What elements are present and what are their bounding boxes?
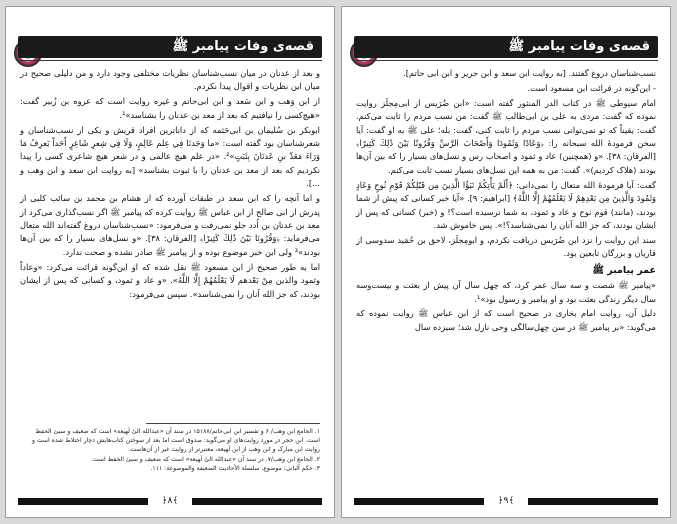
page-number: ﴿۹﴾	[498, 496, 514, 506]
paragraph: نسب‌شناسان دروغ گفتند. [به روایت ابن سعد و ابن جریر و ابن ابی حاتم].	[403, 68, 656, 78]
footnotes	[20, 427, 320, 473]
book-page-right	[341, 6, 671, 518]
footer-bar-left	[18, 498, 148, 505]
footnote-divider	[146, 423, 320, 424]
page-header-banner	[18, 36, 322, 58]
page-body-text	[356, 67, 656, 336]
page-number: ﴿۸﴾	[162, 496, 178, 506]
page-header-banner	[354, 36, 658, 58]
section-heading-text: عمر پیامبر ﷺ	[592, 264, 656, 276]
footer-bar-right	[192, 498, 322, 505]
page-footer	[354, 495, 658, 507]
header-divider	[18, 60, 322, 61]
book-page-left	[5, 6, 335, 518]
paragraph: «پیامبر ﷺ شصت و سه سال عمر کرد، که چهل سال آن پیش از بعثت و بیست‌وسه سال دیگر زندگی بعثت بود و او پیامبر و رسول بود»¹.	[356, 280, 656, 304]
paragraph: - این‌گونه در قرائت ابن مسعود است.	[527, 82, 656, 93]
paragraph: سند این روایت را نزد ابن ضُرَیس دریافت نکردم، و ابومِجلَز، لاحق بن حُمَید سدوسی از قاریان و بزرگان تابعین بود.	[356, 234, 656, 259]
footnote: ۳. حکم آلبانی: موضوع، سلسلة الأحادیث الضعیفة والموضوعة: ۱۱۱.	[150, 464, 320, 472]
footer-bar-left	[354, 498, 484, 505]
page-header-title: قصه‌ی وفات پیامبر ﷺ	[172, 39, 314, 54]
page-body-text	[20, 67, 320, 302]
footnote: ۱. الجامع ابن وهب/ ۶ و تفسیر ابن ابی‌حاتم/۱۵۱۸۸ در سند آن «عبدالله الیُ لَهیعة» است که ضعیف و سیئ الحفظ است. ابن حجر در مورد روایت‌های او می‌گوید: صدوق است اما بعد از سوختن کتاب‌هایش دچار اختلاط شده است و روایت ابن مبارک و ابن وهب از ابن لَهیعة، معتبرتر از روایت غیر از آن‌هاست.	[32, 428, 320, 454]
paragraph: و اما آنچه را که ابن سعد در طبقات آورده که از هشام بن محمد بن سائب کلبی از پدرش از ابی صالح از ابن عباس ﷺ روایت کرده که پیامبر ﷺ اگر نسب‌گذاری می‌کرد از معد بن عدنان بن اُدد جلو نمی‌رفت و می‌فرمود: «نسب‌شناسان دروغ گفته‌اند الله متعال می‌فرماید: ﴿وَقُرُونَا بَيْنَ ذَٰلِكَ كَثِيرًا﴾ [الفرقان: ۳۸]. «و نسل‌های بسیار را که بین آن‌ها بودند»³ ولی این خبر موضوع بوده و از پیامبر ﷺ صادر نشده و صحت ندارد.	[20, 193, 320, 257]
paragraph: دلیل آن، روایت امام بخاری در صحیح است که از ابن عباس ﷺ روایت نموده که می‌گوید: «بر پیامبر ﷺ در سن چهل‌سالگی وحی نازل شد؛ سیزده سال	[356, 308, 656, 332]
page-header-title: قصه‌ی وفات پیامبر ﷺ	[508, 39, 650, 54]
page-footer	[18, 495, 322, 507]
paragraph: از ابن وَهب و ابن سَعد و ابن ابی‌حاتم و غیره روایت است که عروه بن زُبیر گفت: «هیچ‌کسی را نیافتیم که بعد از معد بن عدنان را بشناسد»¹.	[20, 96, 320, 120]
paragraph: اما به طور صحیح از ابن مسعود ﷺ نقل شده که او این‌گونه قرائت می‌کرد: «وعاداً وثمود والذين مِنْ بَعْدهم لَا يَعْلَمُهُمْ إِلَّا اللَّهُ». «و عاد و ثمود، و کسانی که پس از ایشان بودند، که جز الله آنان را نمی‌شناسد». سپس می‌فرمود:	[20, 261, 320, 299]
paragraph: و بعد از عدنان در میان نسب‌شناسان نظریات مختلفی وجود دارد و من دلیلی صحیح در میان این نظریات و اقوال پیدا نکردم.	[20, 68, 320, 92]
footnote: ۲. الجامع ابن وهب/۷. در سند آن «عبدالله الیُ لَهیعة» است که ضعیف و سیئ الحفظ است.	[90, 455, 320, 463]
footer-bar-right	[528, 498, 658, 505]
paragraph: امام سیوطی ﷺ در کتاب الدر المنثور گفته است: «ابن ضُرَیس از ابی‌مِجلَز روایت نموده که گفت: مردی به علی بن ابی‌طالب ﷺ گفت: من نسب مردم را ثابت می‌کنم. گفت: یقیناً که تو نمی‌توانی نسب مردم را ثابت کنی، گفت: بله؛ علی ﷺ به او گفت: آیا سخن فرمودهٔ الله سبحانه را: ﴿وَعَادًا وَثَمُودَا وَأَصْحَابَ الرَّسِّ وَقُرُونًا بَيْنَ ذَٰلِكَ كَثِيرًا﴾ [الفرقان: ۳۸]. «و (همچنین) عاد و ثمود و اصحاب رس و نسل‌های بسیار را که بین آن‌ها بودند (هلاک کردیم)». گفت: من به همه این نسل‌های بسیار نسب ثابت می‌کنم.	[356, 97, 656, 175]
paragraph: گفت: آیا فرمودهٔ الله متعال را نمی‌دانی: ﴿أَلَمْ يَأْتِكُمْ نَبَؤُا الَّذِينَ مِن قَبْلِكُمْ قَوْمِ نُوحٍ وَعَادٍ وَثَمُودَ وَالَّذِينَ مِن بَعْدِهِمْ لَا يَعْلَمُهُمْ إِلَّا اللَّهُ﴾ [ابراهیم: ۹]. «آیا خبر کسانی که پیش از شما بودند، (مانند) قوم نوح و عاد و ثمود، به شما نرسیده است؟! و (خبر) کسانی که پس از ایشان بودند، که جز الله آنان را نمی‌شناسد؟!». پس خاموش شد.	[356, 179, 657, 230]
header-divider	[354, 60, 658, 61]
section-heading	[356, 264, 656, 277]
paragraph: ابوبکر بن سُلیمان بن ابی‌حَثمه که از داناترین افراد قریش و یکی از نسب‌شناسان و شعرشناسان بود گفته است: «ما وَجَدنَا فِي عِلم عَالِمٍ، وَلَا فِي شِعرِ شَاعِرٍ أَحَداً يَعرِفُ مَا وَرَاءَ مَعَدِّ بنِ عَدنَانَ بِثَبَتٍ»². «در علم هیچ عالمی و در شعر هیچ شاعری کسی را پیدا نکردیم که بعد از معد بن عدنان را با ثبوت بشناسد» [به روایت ابن سعد و ابن وهب و ...].	[20, 124, 320, 189]
